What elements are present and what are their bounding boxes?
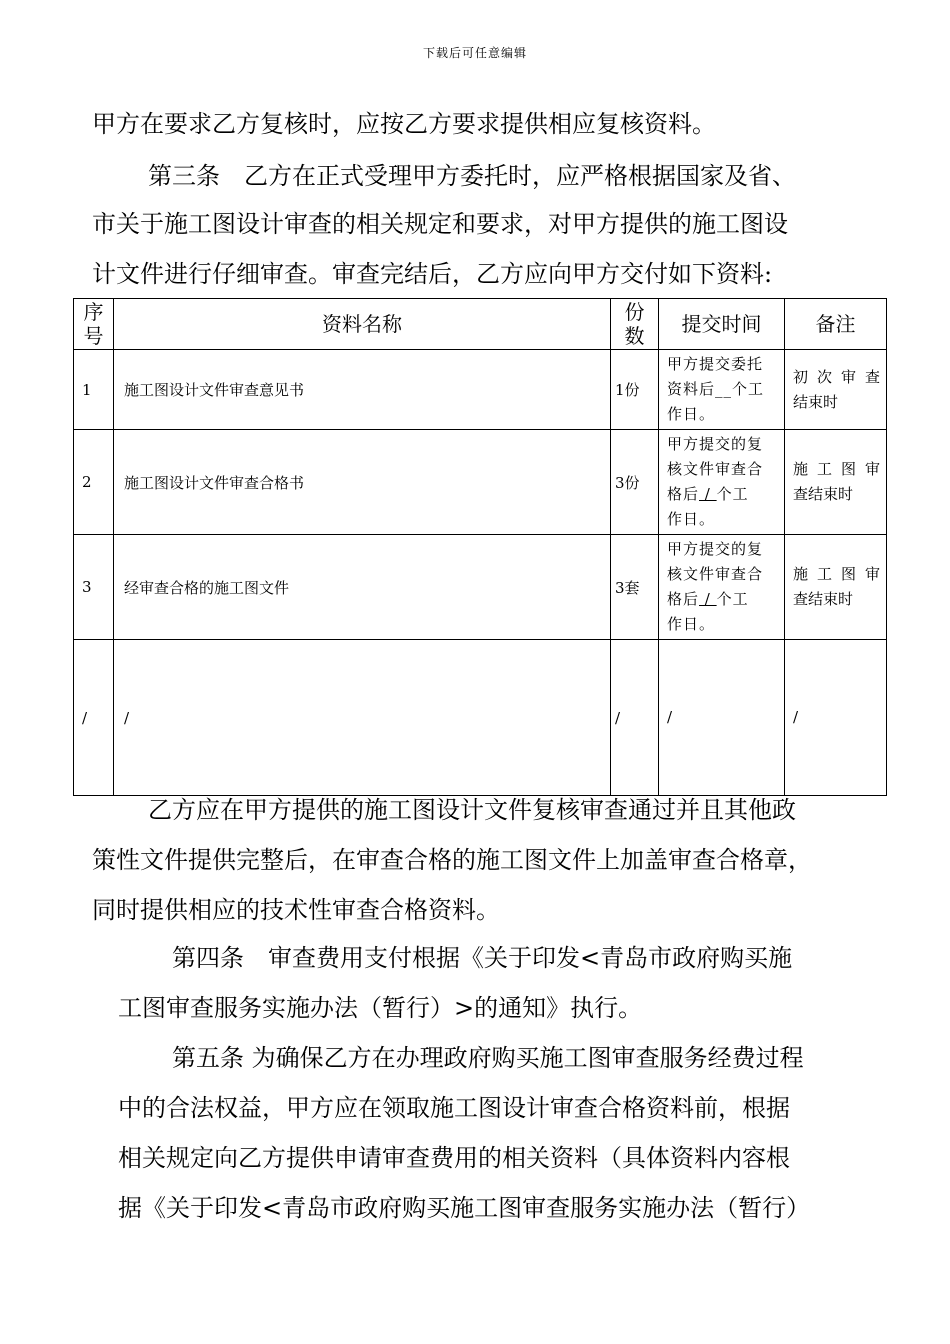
article-3-line-1: 第三条 乙方在正式受理甲方委托时，应严格根据国家及省、 — [148, 162, 796, 190]
deliverables-table — [73, 298, 887, 796]
cell-seq: 3 — [74, 535, 114, 640]
cell-count: 3套 — [611, 535, 659, 640]
cell-count: / — [611, 640, 659, 796]
article-4-line-2: 工图审查服务实施办法（暂行）>的通知》执行。 — [118, 994, 643, 1022]
cell-count: 1份 — [611, 350, 659, 430]
table-row — [74, 535, 887, 640]
cell-note: / — [785, 640, 887, 796]
cell-note: 初次审查 结束时 — [785, 350, 887, 430]
cell-note: 施工图审 查结束时 — [785, 430, 887, 535]
cell-time: / — [659, 640, 785, 796]
header-time: 提交时间 — [659, 299, 785, 350]
cell-note: 施工图审 查结束时 — [785, 535, 887, 640]
article-5-line-3: 相关规定向乙方提供申请审查费用的相关资料（具体资料内容根 — [118, 1144, 790, 1172]
table-row — [74, 640, 887, 796]
cell-name: 施工图设计文件审查意见书 — [114, 350, 611, 430]
table-header-row — [74, 299, 887, 350]
header-note: 备注 — [785, 299, 887, 350]
table-row — [74, 350, 887, 430]
cell-seq: 1 — [74, 350, 114, 430]
cell-time: 甲方提交的复 核文件审查合 格后 / 个工 作日。 — [659, 535, 785, 640]
page-header: 下载后可任意编辑 — [422, 46, 527, 60]
header-name: 资料名称 — [114, 299, 611, 350]
header-seq: 序 号 — [74, 299, 114, 350]
header-count: 份 数 — [611, 299, 659, 350]
paragraph-line: 乙方应在甲方提供的施工图设计文件复核审查通过并且其他政 — [148, 796, 796, 824]
article-5-line-4: 据《关于印发<青岛市政府购买施工图审查服务实施办法（暂行） — [118, 1194, 811, 1222]
article-4-line-1: 第四条 审查费用支付根据《关于印发<青岛市政府购买施 — [172, 944, 793, 972]
cell-seq: / — [74, 640, 114, 796]
cell-name: / — [114, 640, 611, 796]
paragraph-line: 策性文件提供完整后，在审查合格的施工图文件上加盖审查合格章， — [92, 846, 812, 874]
cell-name: 经审查合格的施工图文件 — [114, 535, 611, 640]
table-row — [74, 430, 887, 535]
paragraph-line: 甲方在要求乙方复核时，应按乙方要求提供相应复核资料。 — [92, 110, 716, 138]
cell-count: 3份 — [611, 430, 659, 535]
article-5-line-2: 中的合法权益，甲方应在领取施工图设计审查合格资料前，根据 — [118, 1094, 790, 1122]
article-3-line-2: 市关于施工图设计审查的相关规定和要求，对甲方提供的施工图设 — [92, 210, 788, 238]
cell-time: 甲方提交委托 资料后__个工 作日。 — [659, 350, 785, 430]
article-3-line-3: 计文件进行仔细审查。审查完结后，乙方应向甲方交付如下资料: — [92, 260, 773, 288]
paragraph-line: 同时提供相应的技术性审查合格资料。 — [92, 896, 500, 924]
cell-name: 施工图设计文件审查合格书 — [114, 430, 611, 535]
article-5-line-1: 第五条 为确保乙方在办理政府购买施工图审查服务经费过程 — [172, 1044, 804, 1072]
cell-time: 甲方提交的复 核文件审查合 格后 / 个工 作日。 — [659, 430, 785, 535]
cell-seq: 2 — [74, 430, 114, 535]
